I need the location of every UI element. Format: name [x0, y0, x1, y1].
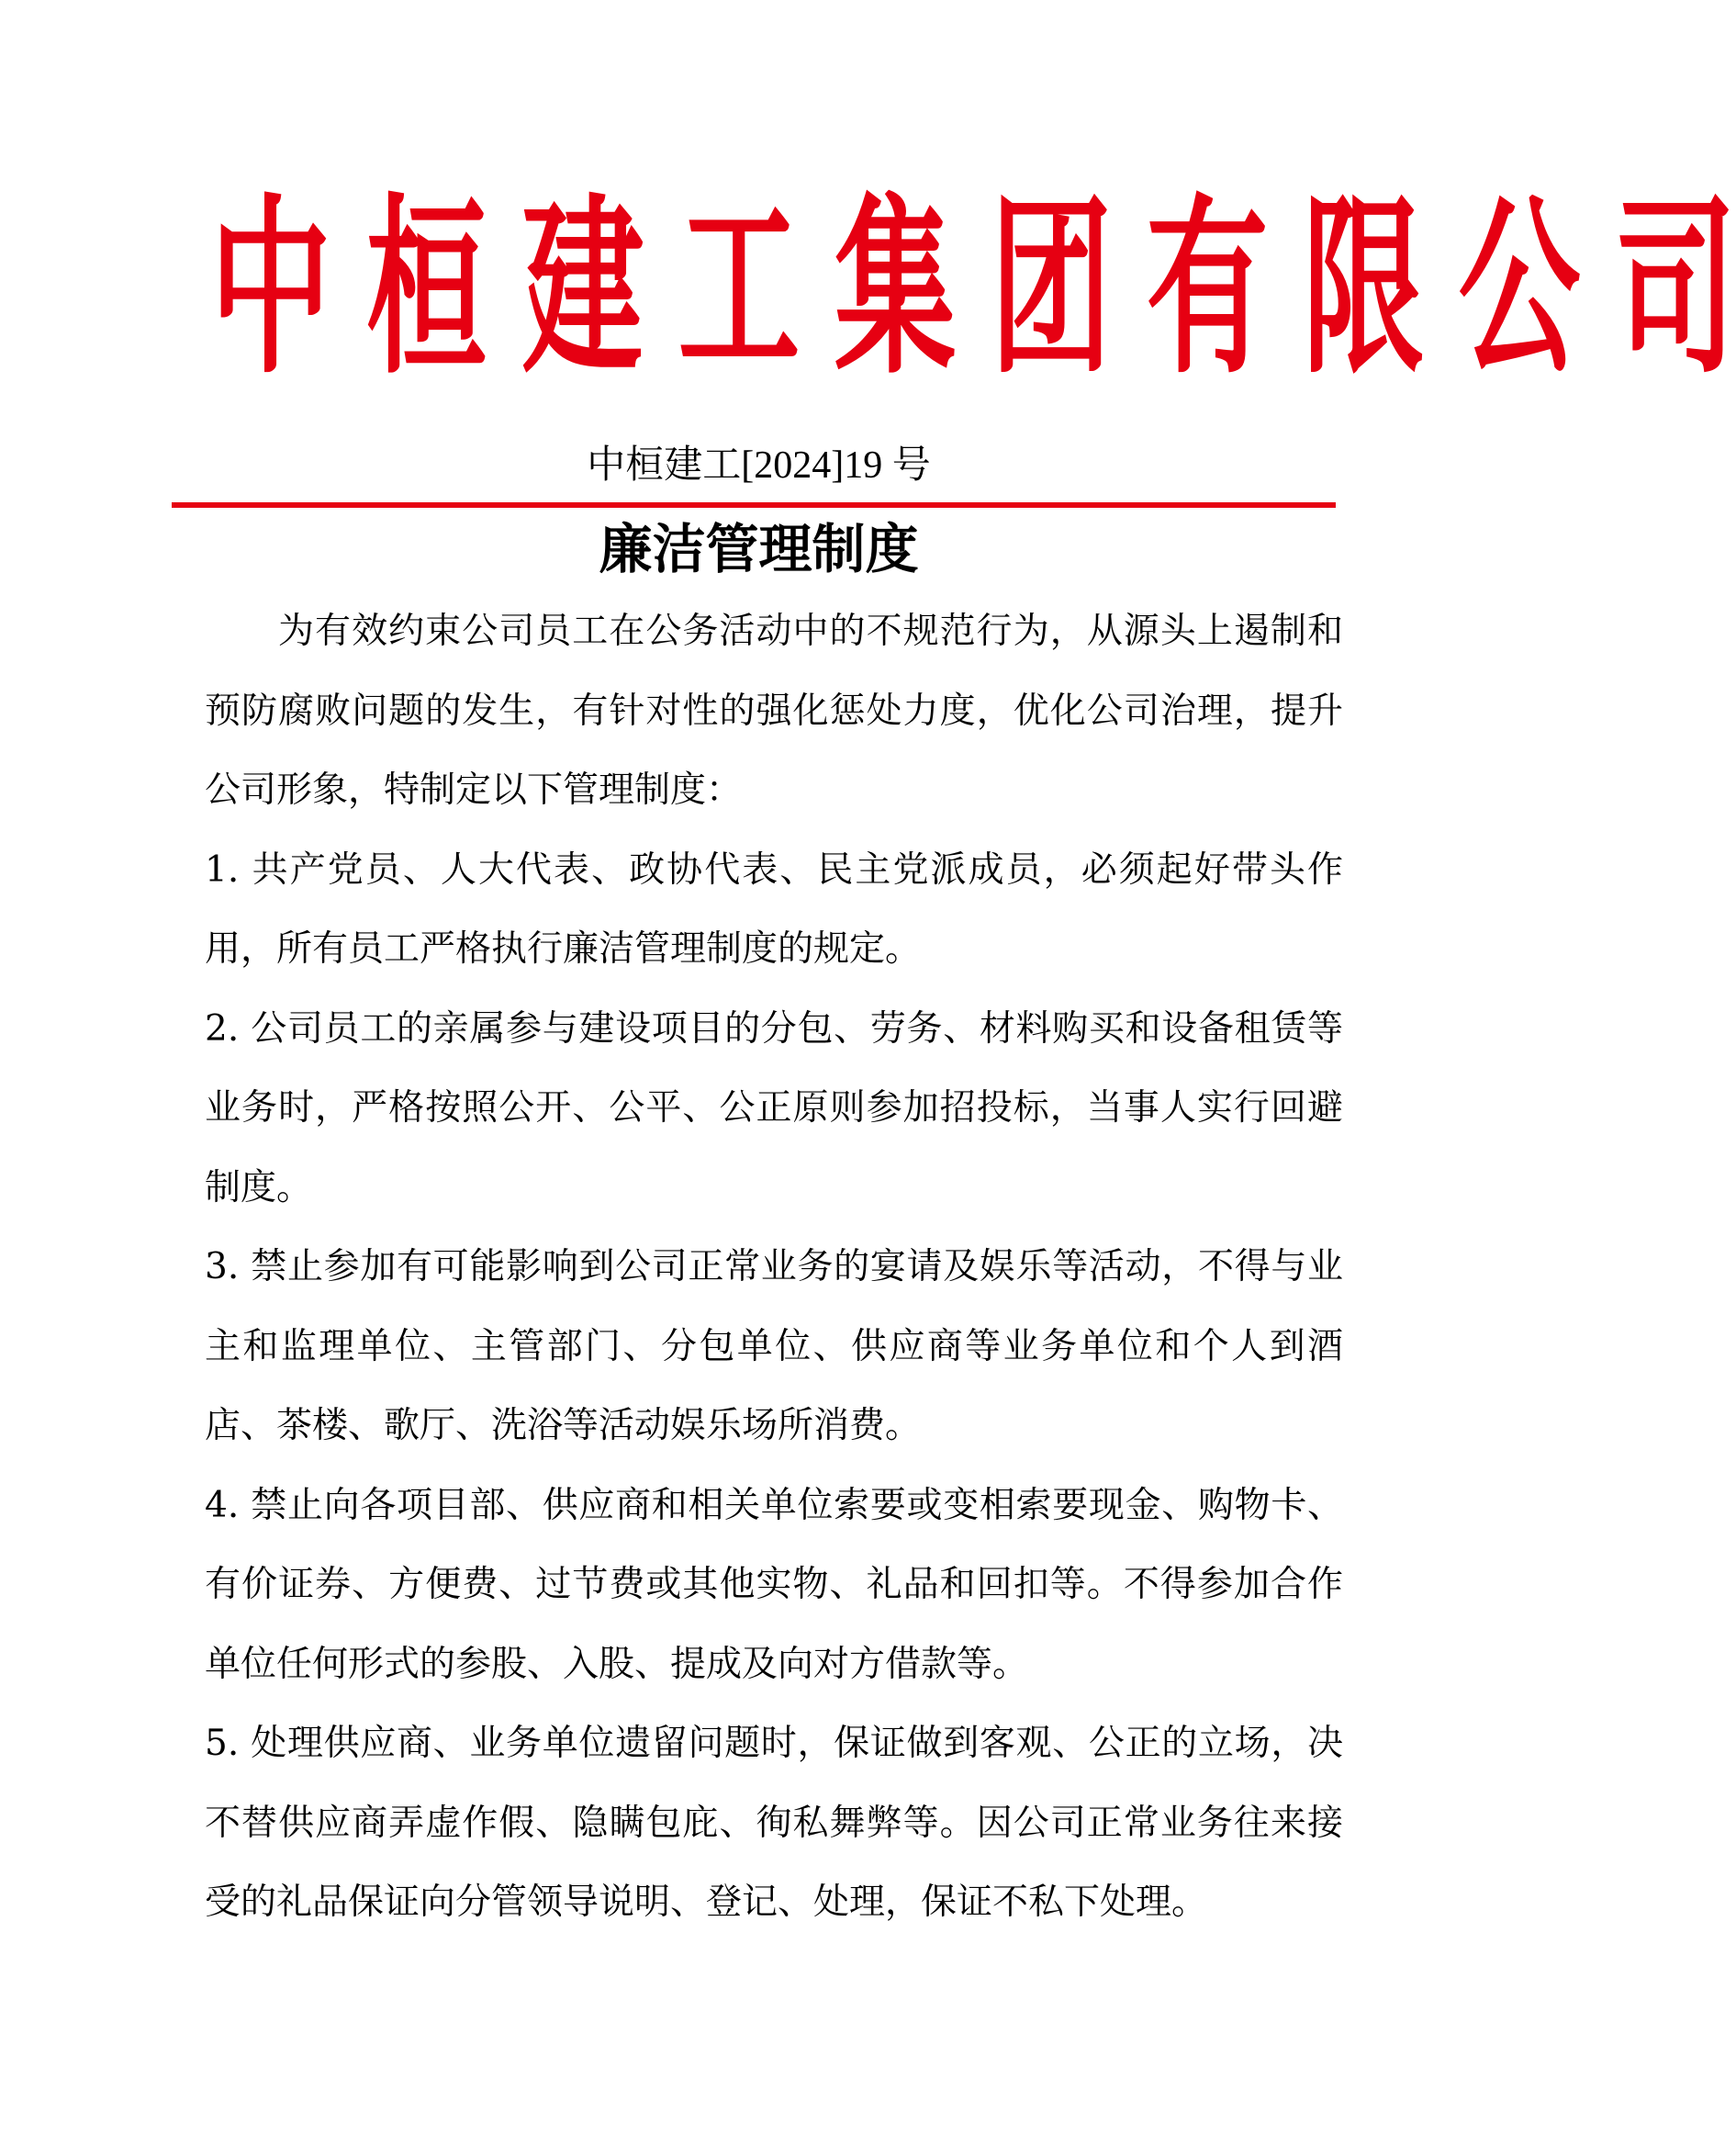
masthead-char: 桓 — [365, 178, 488, 400]
company-masthead — [193, 178, 1736, 400]
document-number: 中桓建工[2024]19 号 — [587, 444, 931, 487]
masthead-char: 建 — [521, 178, 644, 400]
masthead-char: 中 — [209, 178, 332, 400]
intro-paragraph: 为有效约束公司员工在公务活动中的不规范行为，从源头上遏制和预防腐败问题的发生，有针对性的强化惩处力度，优化公司治理，提升公司形象，特制定以下管理制度： — [205, 611, 1343, 811]
masthead-char: 公 — [1458, 178, 1581, 400]
rule-item-4: 4. 禁止向各项目部、供应商和相关单位索要或变相索要现金、购物卡、有价证券、方便费、过节费或其他实物、礼品和回扣等。不得参加合作单位任何形式的参股、入股、提成及向对方借款等。 — [205, 1484, 1343, 1685]
document-body — [205, 592, 1343, 1943]
masthead-char: 集 — [834, 178, 957, 400]
masthead-char: 限 — [1302, 178, 1425, 400]
masthead-char: 有 — [1146, 178, 1269, 400]
rule-item-5: 5. 处理供应商、业务单位遗留问题时，保证做到客观、公正的立场，决不替供应商弄虚作假、隐瞒包庇、徇私舞弊等。因公司正常业务往来接受的礼品保证向分管领导说明、登记、处理，保证不私下处理。 — [205, 1723, 1343, 1923]
rule-item-2: 2. 公司员工的亲属参与建设项目的分包、劳务、材料购买和设备租赁等业务时，严格按照公开、公平、公正原则参加招投标，当事人实行回避制度。 — [205, 1007, 1343, 1208]
masthead-char: 团 — [990, 178, 1113, 400]
rule-item-1: 1. 共产党员、人大代表、政协代表、民主党派成员，必须起好带头作用，所有员工严格执行廉洁管理制度的规定。 — [205, 848, 1343, 970]
document-title: 廉洁管理制度 — [599, 518, 919, 580]
rule-item-3: 3. 禁止参加有可能影响到公司正常业务的宴请及娱乐等活动，不得与业主和监理单位、主管部门、分包单位、供应商等业务单位和个人到酒店、茶楼、歌厅、洗浴等活动娱乐场所消费。 — [205, 1246, 1343, 1446]
masthead-char: 工 — [678, 178, 801, 400]
masthead-char: 司 — [1614, 178, 1736, 400]
